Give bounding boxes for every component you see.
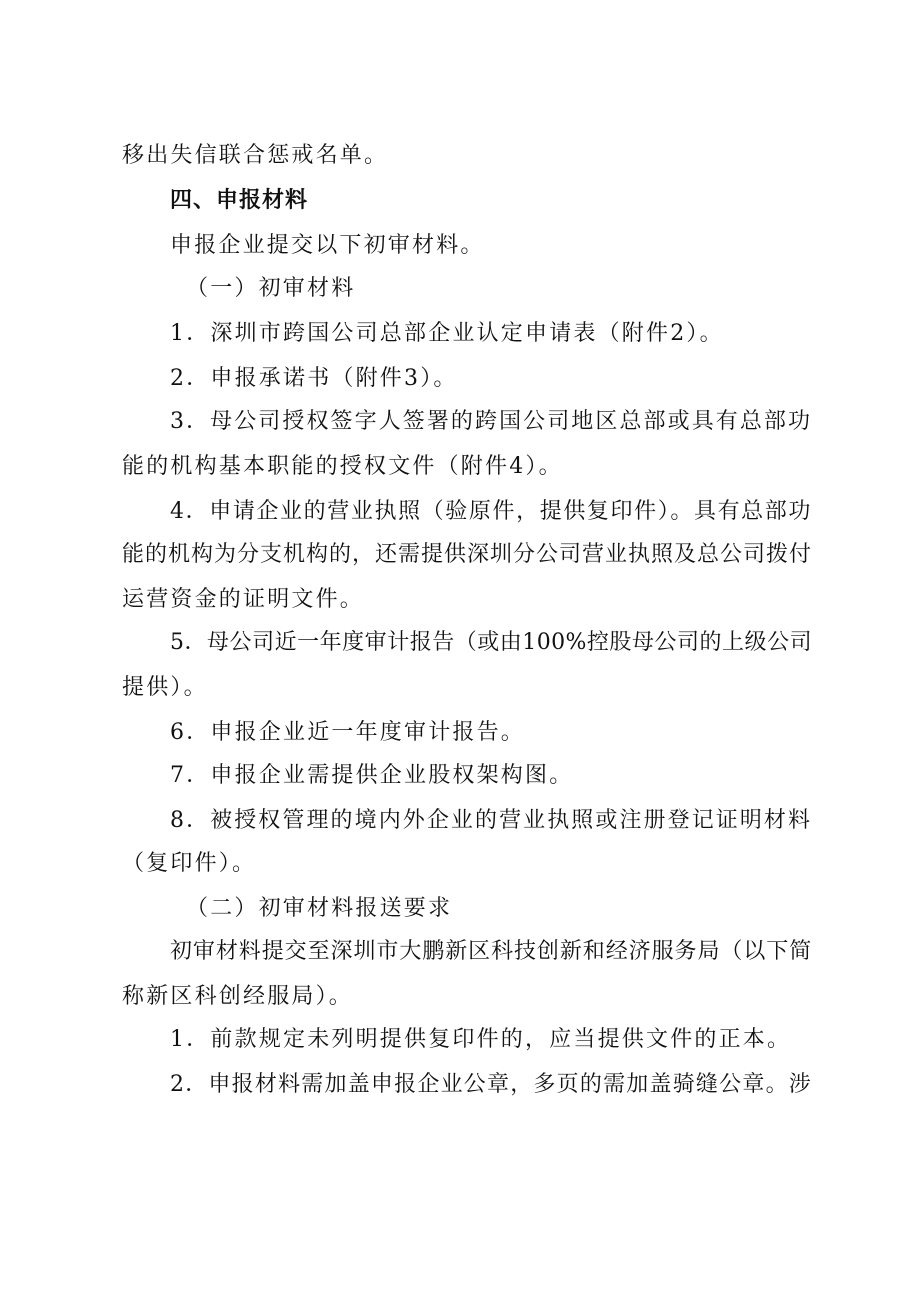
subsection-heading: （一）初审材料	[186, 276, 356, 301]
list-item: 7．申报企业需提供企业股权架构图。	[170, 763, 574, 788]
list-item: 3．母公司授权签字人签署的跨国公司地区总部或具有总部功	[170, 409, 812, 434]
text-line-continuation: 称新区科创经服局）。	[122, 984, 354, 1009]
list-item-continuation: 提供）。	[122, 675, 208, 700]
list-item: 1．深圳市跨国公司总部企业认定申请表（附件2）。	[170, 321, 724, 346]
subsection-heading: （二）初审材料报送要求	[186, 896, 453, 921]
list-item: 6．申报企业近一年度审计报告。	[170, 720, 525, 745]
text-line: 初审材料提交至深圳市大鹏新区科技创新和经济服务局（以下简	[170, 939, 812, 964]
text-line: 申报企业提交以下初审材料。	[170, 233, 485, 258]
list-item: 2．申报材料需加盖申报企业公章，多页的需加盖骑缝公章。涉	[170, 1072, 812, 1097]
list-item-continuation: 能的机构基本职能的授权文件（附件4）。	[122, 454, 563, 479]
list-item: 4．申请企业的营业执照（验原件，提供复印件）。具有总部功	[170, 499, 812, 524]
list-item: 2．申报承诺书（附件3）。	[170, 366, 458, 391]
list-item: 1．前款规定未列明提供复印件的，应当提供文件的正本。	[170, 1027, 792, 1052]
list-item: 5．母公司近一年度审计报告（或由100%控股母公司的上级公司	[170, 630, 812, 655]
text-line: 移出失信联合惩戒名单。	[122, 143, 389, 168]
list-item-continuation: （复印件）。	[122, 851, 257, 876]
list-item-continuation: 运营资金的证明文件。	[122, 587, 365, 612]
section-heading: 四、申报材料	[170, 188, 309, 213]
list-item-continuation: 能的机构为分支机构的，还需提供深圳分公司营业执照及总公司拨付	[122, 542, 813, 567]
list-item: 8．被授权管理的境内外企业的营业执照或注册登记证明材料	[170, 808, 812, 833]
